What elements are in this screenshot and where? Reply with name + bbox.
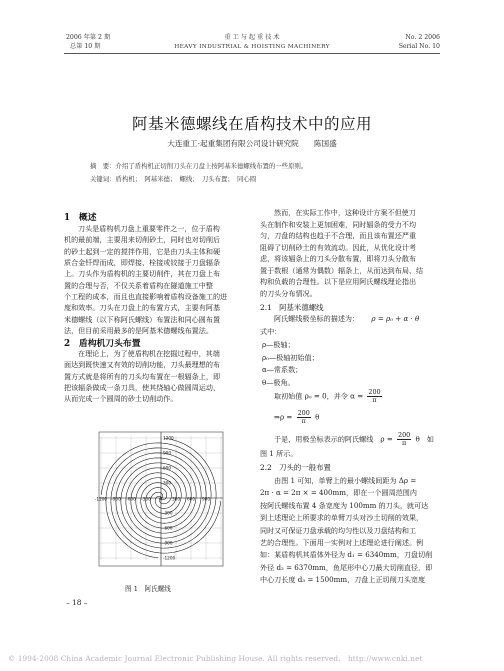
y-tick-label: -600 (163, 525, 173, 531)
text-line: 按阿氏螺线布置 4 条宽度为 100mm 的刀头，就可达 (260, 500, 429, 510)
text-line: 到上述理论上所要求的单臂刀头对沙土切削的效果， (260, 513, 424, 523)
header-rule (64, 53, 440, 54)
definition-list (262, 339, 319, 389)
section-2-heading: 2 盾构机刀头布置 (64, 339, 141, 349)
definition-item: ρ—极轴； (262, 340, 295, 349)
section-2-1-heading: 2.1 阿基米德螺线 (260, 303, 324, 312)
text-line: 然而，在实际工作中，这种设计方案不但使刀 (274, 208, 416, 217)
copyright-footer: © 1994-2008 China Academic Journal Electronic Publishing House. All rights reserved. http://www.cnki.net (8, 654, 423, 663)
text-line: 刀头是盾构机刀盘上重要零件之一，位于盾构 (78, 224, 220, 233)
section-2-1-intro (274, 313, 419, 326)
paper-title: 阿基米德螺线在盾构技术中的应用 (131, 115, 372, 133)
definition-item: θ—极角。 (262, 377, 295, 387)
take-initial-text: 取初始值 ρ₀ = 0，并令 α = (274, 391, 364, 401)
abstract: 摘 要：介绍了盾构机正切削刀头在刀盘上按阿基米德螺线布置的一些原则。 (90, 162, 308, 170)
text-line: 置方式就是将所有的刀头均布置在一根辐条上，即 (64, 371, 221, 381)
text-line: 个工程的成本，而且也直接影响着盾构设备施工的进 (64, 292, 228, 302)
text-line: 头在制作和安装上更加困难，同时辐条的受力不均 (260, 219, 417, 229)
text-line: 虑，将该辐条上的刀头分散布置，即将刀头分散布 (260, 254, 417, 263)
text-line: 艺的合理性。下面用一实例对上述理论进行阐述。例 (260, 538, 424, 548)
alpha-num: 200 (368, 388, 381, 396)
y-tick-label: 1200 (163, 435, 174, 441)
text-line: 上。刀头作为盾构机的主要切削件，其在刀盘上布 (64, 269, 221, 279)
header-serial: Serial No. 10 (398, 43, 440, 50)
thus-b: θ 如 (415, 434, 434, 444)
take-initial-line (274, 389, 384, 404)
text-line: 质合金钎焊而成，即焊接、栓接或铰接于刀盘辐条 (64, 258, 221, 268)
right-paragraph-1 (260, 207, 442, 299)
section-1-heading: 1 概述 (64, 213, 97, 223)
thus-line (274, 432, 434, 447)
text-line: 外径 d₂ = 6370mm，鱼尾形中心刀最大切削直径，即 (260, 562, 433, 572)
spiral-figure (89, 420, 234, 580)
definition-item: α—常系数； (262, 365, 303, 374)
page-number: – 18 – (66, 598, 88, 607)
text-line: 匀，刀盘的结构也趋于不合理，而且该布置还严重 (260, 231, 417, 240)
x-tick-label: 600 (187, 496, 195, 502)
text-line: 把该辐条做成一条刀具，使其绕轴心做圆周运动， (64, 383, 221, 393)
section-2-2-body (260, 475, 442, 587)
section-2-2-heading: 2.2 刀头的一般布置 (260, 463, 331, 472)
rho-num: 200 (297, 409, 310, 417)
text-line: 米德螺线（以下称阿氏螺线）布置法和同心圆布置 (64, 314, 221, 324)
text-line: 从而完成一个圆周的砂土切削动作。 (64, 394, 178, 404)
y-tick-label: 900 (163, 450, 171, 456)
y-tick-label: 300 (163, 480, 171, 486)
x-tick-label: 0 (159, 496, 163, 502)
text-line: 中心刀长度 d₃ = 1500mm，刀盘上正切削刀头宽度 (260, 575, 426, 585)
theta-symbol: θ (315, 412, 320, 422)
text-line: 构和负载的合理性。以下是应用阿氏螺线理论指出 (260, 277, 417, 286)
y-tick-label: 600 (163, 465, 171, 471)
text-line: 的砂土起到一定的搅拌作用，它是由刀头主体和硬 (64, 246, 221, 256)
text-line: 置于数根（通常为偶数）辐条上，从而达到布局、结 (260, 265, 424, 275)
section-2-body (64, 348, 242, 405)
text-line: 度和效率。刀头在刀盘上的布置方式，主要有阿基 (64, 303, 221, 313)
text-line: 的刀头分布情况。 (260, 288, 317, 298)
y-tick-label: -900 (163, 540, 173, 546)
header-journal-cn: 重 工 与 起 重 技 术 (224, 34, 280, 41)
header-no: No. 2 2006 (405, 34, 440, 41)
x-tick-label: -300 (141, 496, 151, 502)
y-tick-label: -300 (163, 510, 173, 516)
figure-caption: 图 1 阿氏螺线 (125, 585, 171, 593)
implies-line (274, 410, 319, 425)
keywords: 关键词：盾构机； 阿基米德； 螺线； 刀头布置； 同心圆 (90, 175, 257, 183)
header-issue: 2006 年第 2 期 (66, 34, 111, 41)
x-tick-label: -1200 (94, 496, 108, 502)
text-line: 机的最前端，主要用来切削砂土，同时也对切削后 (64, 235, 221, 245)
definition-item: ρ₀—极轴初始值； (262, 352, 319, 362)
text-line: 如：某盾构机其盾体外径为 d₁ = 6340mm，刀盘切削 (260, 550, 433, 560)
text-line: 由图 1 可知，单臂上的最小螺线间距为 Δρ = (274, 476, 417, 485)
formula-where: 式中： (260, 327, 282, 336)
alpha-den: π (372, 396, 377, 404)
thus-num: 200 (398, 431, 411, 439)
implies-text: ⇒ρ = (274, 412, 293, 422)
paper-authors: 大连重工·起重集团有限公司设计研究院 陈国盛 (167, 139, 337, 148)
section-2-1-intro-text: 阿氏螺线极坐标的描述为： (274, 314, 360, 323)
rho-den: π (301, 417, 306, 425)
text-line: 阻碍了切削砂土的有效流动。因此，从优化设计考 (260, 242, 417, 252)
x-tick-label: -600 (126, 496, 136, 502)
alpha-fraction (367, 389, 381, 404)
section-1-body (64, 223, 242, 336)
text-line: 置的合理与否，不仅关系着盾构在隧道施工中整 (64, 280, 213, 290)
spiral-formula: ρ = ρ₀ + α · θ (371, 314, 420, 323)
header-total: 总第 10 期 (70, 43, 101, 50)
thus-den: π (402, 439, 407, 447)
text-line: 面达到既快速又有效的切削功能，刀头最理想的布 (64, 360, 221, 370)
thus-fraction (397, 432, 411, 447)
y-tick-label: -1200 (163, 555, 176, 561)
x-tick-label: 900 (202, 496, 210, 502)
text-line: 在理论上，为了使盾构机在挖掘过程中，其端 (78, 349, 220, 358)
x-tick-label: -900 (111, 496, 121, 502)
rho-fraction (297, 410, 311, 425)
thus-a: 于是，用极坐标表示的阿氏螺线 ρ = (274, 434, 393, 444)
header-journal-en: HEAVY INDUSTRIAL & HOISTING MACHINERY (174, 44, 330, 50)
figure-reference: 图 1 所示。 (260, 449, 298, 458)
text-line: 法，但目前采用最多的是阿基米德螺线布置法。 (64, 326, 213, 336)
x-tick-label: 300 (172, 496, 180, 502)
text-line: 2π · α = 2π × = 400mm，即在一个圆周范围内 (260, 488, 417, 498)
text-line: 同时又可保证刀盘承载的均匀性以及刀盘结构和工 (260, 525, 417, 535)
